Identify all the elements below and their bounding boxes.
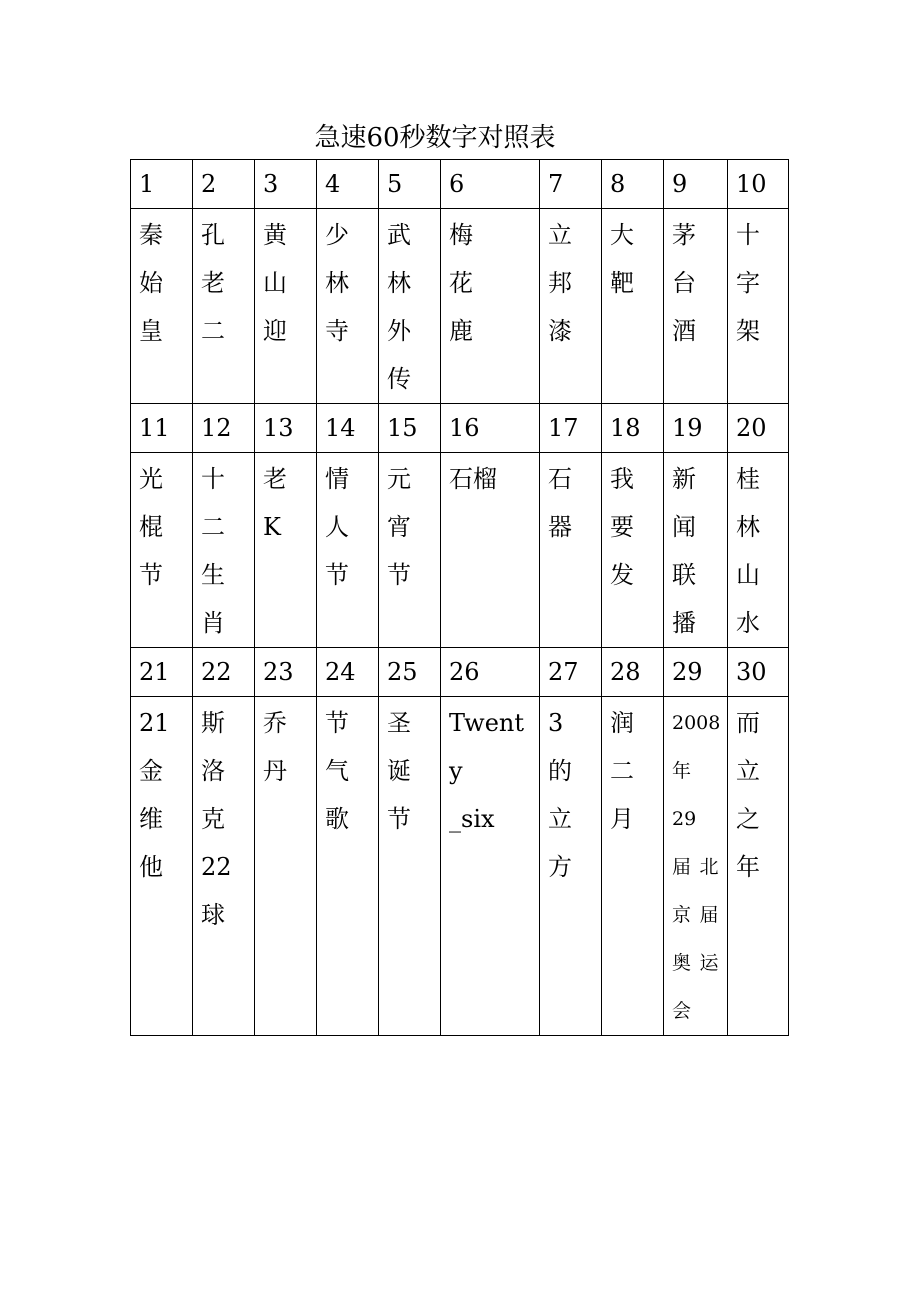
number-cell: 27 (540, 648, 602, 697)
mnemonic-cell (379, 697, 441, 1036)
number-cell: 24 (317, 648, 379, 697)
number-cell: 6 (441, 160, 540, 209)
number-cell: 16 (441, 404, 540, 453)
mnemonic-cell (131, 697, 193, 1036)
mnemonic-text: 圣 诞 节 (387, 709, 411, 833)
mnemonic-text: 而 立 之 年 (736, 709, 760, 881)
mnemonic-text: 21 金 维 他 (139, 709, 170, 881)
number-cell: 29 (664, 648, 728, 697)
mnemonic-row (131, 697, 789, 1036)
mnemonic-cell (441, 453, 540, 648)
mnemonic-cell (664, 697, 728, 1036)
number-cell: 28 (602, 648, 664, 697)
mnemonic-cell (728, 453, 789, 648)
number-cell: 3 (255, 160, 317, 209)
number-cell: 12 (193, 404, 255, 453)
number-cell: 8 (602, 160, 664, 209)
mnemonic-cell (540, 453, 602, 648)
mnemonic-text: 2008 年 29 (672, 712, 721, 830)
mnemonic-text: 节 气 歌 (325, 709, 349, 833)
mnemonic-cell (193, 453, 255, 648)
mnemonic-cell (540, 209, 602, 404)
mnemonic-cell (317, 453, 379, 648)
mnemonic-text: 梅花鹿 (449, 221, 499, 345)
number-cell: 7 (540, 160, 602, 209)
mnemonic-cell (602, 453, 664, 648)
mnemonic-text: 润 二 月 (610, 709, 634, 833)
number-cell: 13 (255, 404, 317, 453)
number-cell: 17 (540, 404, 602, 453)
mnemonic-text: 石 器 (548, 465, 572, 541)
mnemonic-text: 孔 老 二 (201, 221, 225, 345)
mnemonic-text: 新 闻 联 播 (672, 465, 696, 637)
number-cell: 23 (255, 648, 317, 697)
mnemonic-text: 黄 山 迎 (263, 221, 287, 345)
number-cell: 20 (728, 404, 789, 453)
mnemonic-text: 桂 林 山 水 (736, 465, 760, 637)
page-title: 急速60秒数字对照表 (314, 123, 556, 153)
number-cell: 2 (193, 160, 255, 209)
mnemonic-cell (728, 697, 789, 1036)
mnemonic-text: Twent y _six (449, 709, 524, 833)
mnemonic-text: 大 靶 (610, 221, 634, 297)
mnemonic-cell (602, 209, 664, 404)
mnemonic-text: 光 棍 节 (139, 465, 163, 589)
mnemonic-text: 北 届 运 (699, 856, 719, 974)
number-row (131, 648, 789, 697)
number-cell: 26 (441, 648, 540, 697)
mnemonic-cell (379, 453, 441, 648)
number-cell: 19 (664, 404, 728, 453)
number-lookup-table (130, 159, 789, 1036)
mnemonic-cell (131, 209, 193, 404)
mnemonic-cell (131, 453, 193, 648)
mnemonic-text: 十 字 架 (736, 221, 760, 345)
mnemonic-cell (193, 209, 255, 404)
mnemonic-cell (441, 209, 540, 404)
mnemonic-cell (664, 453, 728, 648)
mnemonic-cell (602, 697, 664, 1036)
number-cell: 25 (379, 648, 441, 697)
mnemonic-text: 十 二 生 肖 (201, 465, 225, 637)
mnemonic-cell (317, 209, 379, 404)
mnemonic-text: 石榴 (449, 465, 497, 493)
mnemonic-text: 我 要 发 (610, 465, 634, 589)
mnemonic-text: 情 人 节 (325, 465, 349, 589)
mnemonic-cell (540, 697, 602, 1036)
mnemonic-text: 乔 丹 (263, 709, 287, 785)
mnemonic-cell (664, 209, 728, 404)
number-row (131, 160, 789, 209)
mnemonic-row (131, 209, 789, 404)
mnemonic-text: 武 林 外 传 (387, 221, 411, 393)
mnemonic-text: 立 邦 漆 (548, 221, 572, 345)
mnemonic-cell (255, 697, 317, 1036)
mnemonic-cell (317, 697, 379, 1036)
number-cell: 11 (131, 404, 193, 453)
mnemonic-cell (728, 209, 789, 404)
number-cell: 15 (379, 404, 441, 453)
number-cell: 21 (131, 648, 193, 697)
mnemonic-text: 老 K (263, 465, 287, 541)
mnemonic-cell (441, 697, 540, 1036)
mnemonic-text: 少 林 寺 (325, 221, 349, 345)
mnemonic-cell (379, 209, 441, 404)
number-cell: 1 (131, 160, 193, 209)
mnemonic-text: 3 的 立 方 (548, 709, 572, 881)
number-cell: 5 (379, 160, 441, 209)
mnemonic-cell (255, 453, 317, 648)
number-row (131, 404, 789, 453)
number-cell: 10 (728, 160, 789, 209)
number-cell: 22 (193, 648, 255, 697)
mnemonic-cell (255, 209, 317, 404)
number-cell: 18 (602, 404, 664, 453)
mnemonic-text: 届 京 奥 会 (672, 856, 692, 1022)
number-cell: 30 (728, 648, 789, 697)
mnemonic-text: 秦 始 皇 (139, 221, 163, 345)
number-cell: 14 (317, 404, 379, 453)
mnemonic-text: 茅 台 酒 (672, 221, 696, 345)
mnemonic-text-columns (672, 843, 727, 1035)
mnemonic-text: 斯 洛 克 22 球 (201, 709, 232, 929)
mnemonic-cell (193, 697, 255, 1036)
number-cell: 4 (317, 160, 379, 209)
mnemonic-row (131, 453, 789, 648)
number-cell: 9 (664, 160, 728, 209)
mnemonic-text: 元 宵 节 (387, 465, 411, 589)
